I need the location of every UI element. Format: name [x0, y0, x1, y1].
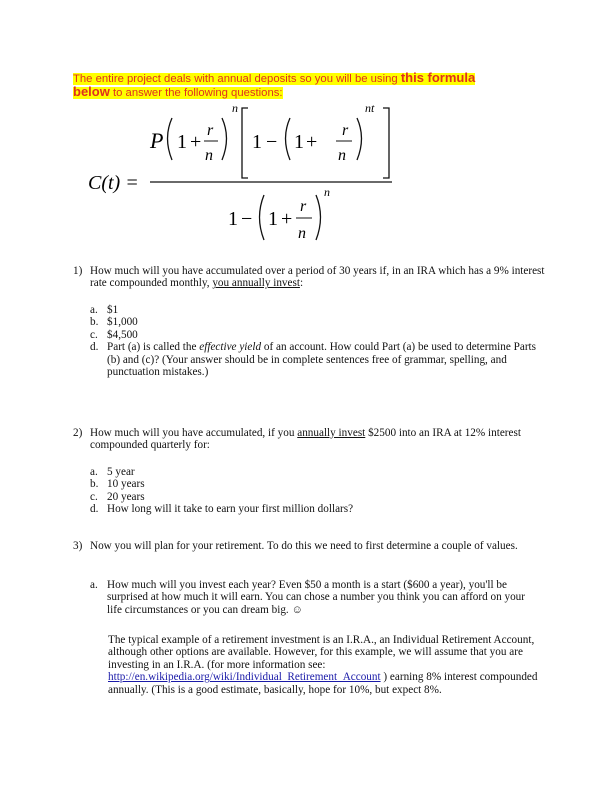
question-3	[73, 540, 553, 552]
list-item	[90, 466, 540, 478]
item-text: of an account. How could Part (a) be used to determine Parts (b) and (c)? (Your answer should be in complete sentences free of grammar, spelling, and punctuation mistakes.)	[107, 341, 537, 379]
item-text: $4,500	[107, 328, 138, 341]
list-item	[90, 503, 540, 515]
question-2	[73, 427, 553, 452]
formula-one: 1	[177, 131, 187, 153]
question-text: Now you will plan for your retirement. To do this we need to first determine a couple of values.	[90, 540, 518, 552]
item-label: d.	[90, 503, 99, 516]
formula-n: n	[205, 147, 213, 164]
intro-bold: this formula	[400, 70, 476, 85]
question-underlined: you annually invest	[212, 277, 300, 290]
item-label: b.	[90, 316, 99, 329]
item-text: $1,000	[107, 316, 138, 329]
wikipedia-link[interactable]: http://en.wikipedia.org/wiki/Individual_Retirement_Account	[108, 671, 381, 684]
intro-line1: The entire project deals with annual deposits so you will be using	[73, 73, 401, 85]
question-number: 2)	[73, 427, 83, 439]
ira-paragraph	[108, 634, 540, 696]
question-underlined: annually invest	[297, 427, 366, 439]
formula-one: 1	[228, 208, 238, 230]
paragraph-text: ) earning 8% interest compounded annually. (This is a good estimate, basically, hope for 10%, but expect 8%.	[108, 671, 538, 696]
item-text: Part (a) is called the	[107, 341, 200, 354]
item-text: $1	[107, 304, 119, 316]
intro-text	[73, 72, 475, 100]
formula-lhs: C(t) =	[88, 172, 139, 194]
formula-minus: −	[241, 208, 253, 230]
item-label: a.	[90, 579, 98, 591]
item-label: d.	[90, 341, 99, 354]
item-italic: effective yield	[199, 341, 262, 354]
formula-r: r	[207, 122, 214, 139]
question-1-items	[90, 304, 540, 378]
question-text: How much will you have accumulated, if you	[90, 427, 298, 439]
formula-one: 1	[268, 208, 278, 230]
formula-plus: +	[190, 131, 202, 153]
formula-one: 1	[252, 131, 262, 153]
item-label: a.	[90, 304, 98, 316]
formula-one: 1	[294, 131, 304, 153]
item-label: a.	[90, 466, 98, 478]
formula-n: n	[338, 147, 346, 164]
question-1	[73, 265, 553, 290]
question-text: How much will you have accumulated over a period of 30 years if, in an IRA which has a 9% interest rate compounded monthly,	[90, 265, 545, 290]
formula-plus: +	[281, 208, 293, 230]
question-number: 3)	[73, 540, 83, 552]
formula-exp-nt: nt	[365, 101, 375, 115]
formula-r: r	[300, 198, 307, 215]
item-text: 20 years	[107, 490, 145, 503]
paragraph-text: The typical example of a retirement investment is an I.R.A., an Individual Retirement Account, although other options are available. However, for this example, we will assume that you are investing in an I.R.A. (for more information see:	[108, 634, 535, 671]
formula-minus: −	[266, 131, 278, 153]
formula-n: n	[298, 225, 306, 242]
item-text: 10 years	[107, 478, 145, 491]
formula-plus: +	[306, 131, 318, 153]
question-3-items	[90, 579, 536, 616]
list-item	[90, 579, 536, 616]
compound-formula	[0, 100, 612, 260]
formula-exp-n: n	[324, 185, 330, 199]
list-item	[90, 329, 540, 341]
formula-P: P	[150, 128, 164, 153]
list-item	[90, 304, 540, 316]
question-number: 1)	[73, 265, 83, 277]
item-label: c.	[90, 328, 98, 341]
item-text: How much will you invest each year? Even $50 a month is a start ($600 a year), you'll be surprised at how much it will earn. You can chose a number you think you can afford on your life circumstances or you can dream big. ☺	[107, 579, 525, 616]
formula-exp-n: n	[232, 101, 238, 115]
item-label: b.	[90, 478, 99, 491]
question-2-items	[90, 466, 540, 516]
list-item	[90, 478, 540, 490]
intro-bold-2: below	[73, 84, 110, 100]
list-item	[90, 316, 540, 328]
item-label: c.	[90, 490, 98, 503]
list-item	[90, 491, 540, 503]
formula-r: r	[342, 122, 349, 139]
intro-line2: to answer the following questions:	[109, 87, 283, 100]
list-item	[90, 341, 540, 378]
question-text: :	[299, 277, 304, 290]
item-text: 5 year	[107, 466, 135, 478]
question-text: $2500 into an IRA at 12% interest compounded quarterly for:	[90, 427, 521, 452]
item-text: How long will it take to earn your first million dollars?	[107, 503, 354, 516]
